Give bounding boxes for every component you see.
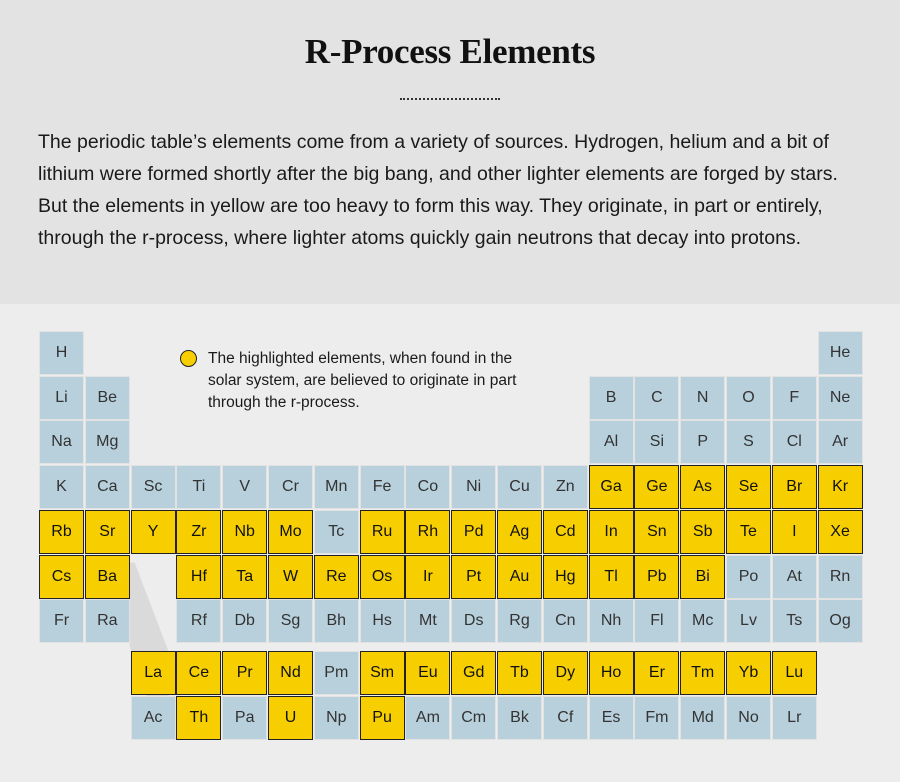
element-cd: Cd (543, 510, 588, 554)
element-re: Re (314, 555, 359, 599)
page-title: R-Process Elements (304, 32, 596, 71)
element-sg: Sg (268, 599, 313, 643)
element-ra: Ra (85, 599, 130, 643)
element-rn: Rn (818, 555, 863, 599)
element-at: At (772, 555, 817, 599)
element-cf: Cf (543, 696, 588, 740)
element-sr: Sr (85, 510, 130, 554)
element-rg: Rg (497, 599, 542, 643)
element-eu: Eu (405, 651, 450, 695)
element-he: He (818, 331, 863, 375)
element-k: K (39, 465, 84, 509)
element-sm: Sm (360, 651, 405, 695)
element-es: Es (589, 696, 634, 740)
element-rb: Rb (39, 510, 84, 554)
element-ir: Ir (405, 555, 450, 599)
element-ca: Ca (85, 465, 130, 509)
intro-text: The periodic table’s elements come from a variety of sources. Hydrogen, helium and a bit of lithium were formed shortly after the big bang, and other lighter elements are forged by stars. But the elements in yellow are too heavy to form this way. They originate, in part or entirely, through the r-process, where lighter atoms quickly gain neutrons that decay into protons. (38, 131, 838, 249)
element-ac: Ac (131, 696, 176, 740)
legend-text: The highlighted elements, when found in the solar system, are believed to originate in part through the r-process. (208, 350, 517, 411)
element-br: Br (772, 465, 817, 509)
element-bi: Bi (680, 555, 725, 599)
header (0, 0, 900, 304)
element-be: Be (85, 376, 130, 420)
element-po: Po (726, 555, 771, 599)
element-ho: Ho (589, 651, 634, 695)
element-fe: Fe (360, 465, 405, 509)
element-gd: Gd (451, 651, 496, 695)
element-sc: Sc (131, 465, 176, 509)
element-hs: Hs (360, 599, 405, 643)
element-cs: Cs (39, 555, 84, 599)
element-pd: Pd (451, 510, 496, 554)
element-sb: Sb (680, 510, 725, 554)
element-p: P (680, 420, 725, 464)
element-er: Er (634, 651, 679, 695)
element-kr: Kr (818, 465, 863, 509)
element-li: Li (39, 376, 84, 420)
element-nh: Nh (589, 599, 634, 643)
element-c: C (634, 376, 679, 420)
element-te: Te (726, 510, 771, 554)
element-mc: Mc (680, 599, 725, 643)
element-co: Co (405, 465, 450, 509)
element-n: N (680, 376, 725, 420)
element-la: La (131, 651, 176, 695)
element-w: W (268, 555, 313, 599)
element-np: Np (314, 696, 359, 740)
element-mo: Mo (268, 510, 313, 554)
element-ni: Ni (451, 465, 496, 509)
element-cu: Cu (497, 465, 542, 509)
element-sn: Sn (634, 510, 679, 554)
element-ba: Ba (85, 555, 130, 599)
element-bh: Bh (314, 599, 359, 643)
element-ag: Ag (497, 510, 542, 554)
element-bk: Bk (497, 696, 542, 740)
element-ti: Ti (176, 465, 221, 509)
element-h: H (39, 331, 84, 375)
element-ru: Ru (360, 510, 405, 554)
element-s: S (726, 420, 771, 464)
element-se: Se (726, 465, 771, 509)
element-tl: Tl (589, 555, 634, 599)
element-hg: Hg (543, 555, 588, 599)
element-ar: Ar (818, 420, 863, 464)
element-ta: Ta (222, 555, 267, 599)
element-al: Al (589, 420, 634, 464)
element-ge: Ge (634, 465, 679, 509)
element-si: Si (634, 420, 679, 464)
element-os: Os (360, 555, 405, 599)
element-lr: Lr (772, 696, 817, 740)
legend-swatch-icon (180, 350, 197, 367)
element-f: F (772, 376, 817, 420)
element-pr: Pr (222, 651, 267, 695)
element-b: B (589, 376, 634, 420)
element-i: I (772, 510, 817, 554)
element-pa: Pa (222, 696, 267, 740)
element-db: Db (222, 599, 267, 643)
element-mg: Mg (85, 420, 130, 464)
element-au: Au (497, 555, 542, 599)
element-mt: Mt (405, 599, 450, 643)
element-ne: Ne (818, 376, 863, 420)
element-o: O (726, 376, 771, 420)
element-am: Am (405, 696, 450, 740)
element-pb: Pb (634, 555, 679, 599)
element-no: No (726, 696, 771, 740)
element-tc: Tc (314, 510, 359, 554)
element-nb: Nb (222, 510, 267, 554)
element-fm: Fm (634, 696, 679, 740)
element-as: As (680, 465, 725, 509)
element-in: In (589, 510, 634, 554)
element-cr: Cr (268, 465, 313, 509)
element-tb: Tb (497, 651, 542, 695)
element-ds: Ds (451, 599, 496, 643)
element-ts: Ts (772, 599, 817, 643)
element-v: V (222, 465, 267, 509)
element-rh: Rh (405, 510, 450, 554)
element-dy: Dy (543, 651, 588, 695)
element-pu: Pu (360, 696, 405, 740)
title-divider (400, 98, 500, 100)
element-lu: Lu (772, 651, 817, 695)
element-th: Th (176, 696, 221, 740)
element-pm: Pm (314, 651, 359, 695)
element-cl: Cl (772, 420, 817, 464)
element-zr: Zr (176, 510, 221, 554)
element-xe: Xe (818, 510, 863, 554)
element-pt: Pt (451, 555, 496, 599)
element-tm: Tm (680, 651, 725, 695)
element-zn: Zn (543, 465, 588, 509)
element-ga: Ga (589, 465, 634, 509)
element-na: Na (39, 420, 84, 464)
element-rf: Rf (176, 599, 221, 643)
element-md: Md (680, 696, 725, 740)
element-lv: Lv (726, 599, 771, 643)
element-u: U (268, 696, 313, 740)
element-cm: Cm (451, 696, 496, 740)
element-fr: Fr (39, 599, 84, 643)
element-ce: Ce (176, 651, 221, 695)
element-cn: Cn (543, 599, 588, 643)
element-mn: Mn (314, 465, 359, 509)
element-y: Y (131, 510, 176, 554)
element-fl: Fl (634, 599, 679, 643)
element-nd: Nd (268, 651, 313, 695)
element-og: Og (818, 599, 863, 643)
element-yb: Yb (726, 651, 771, 695)
element-hf: Hf (176, 555, 221, 599)
